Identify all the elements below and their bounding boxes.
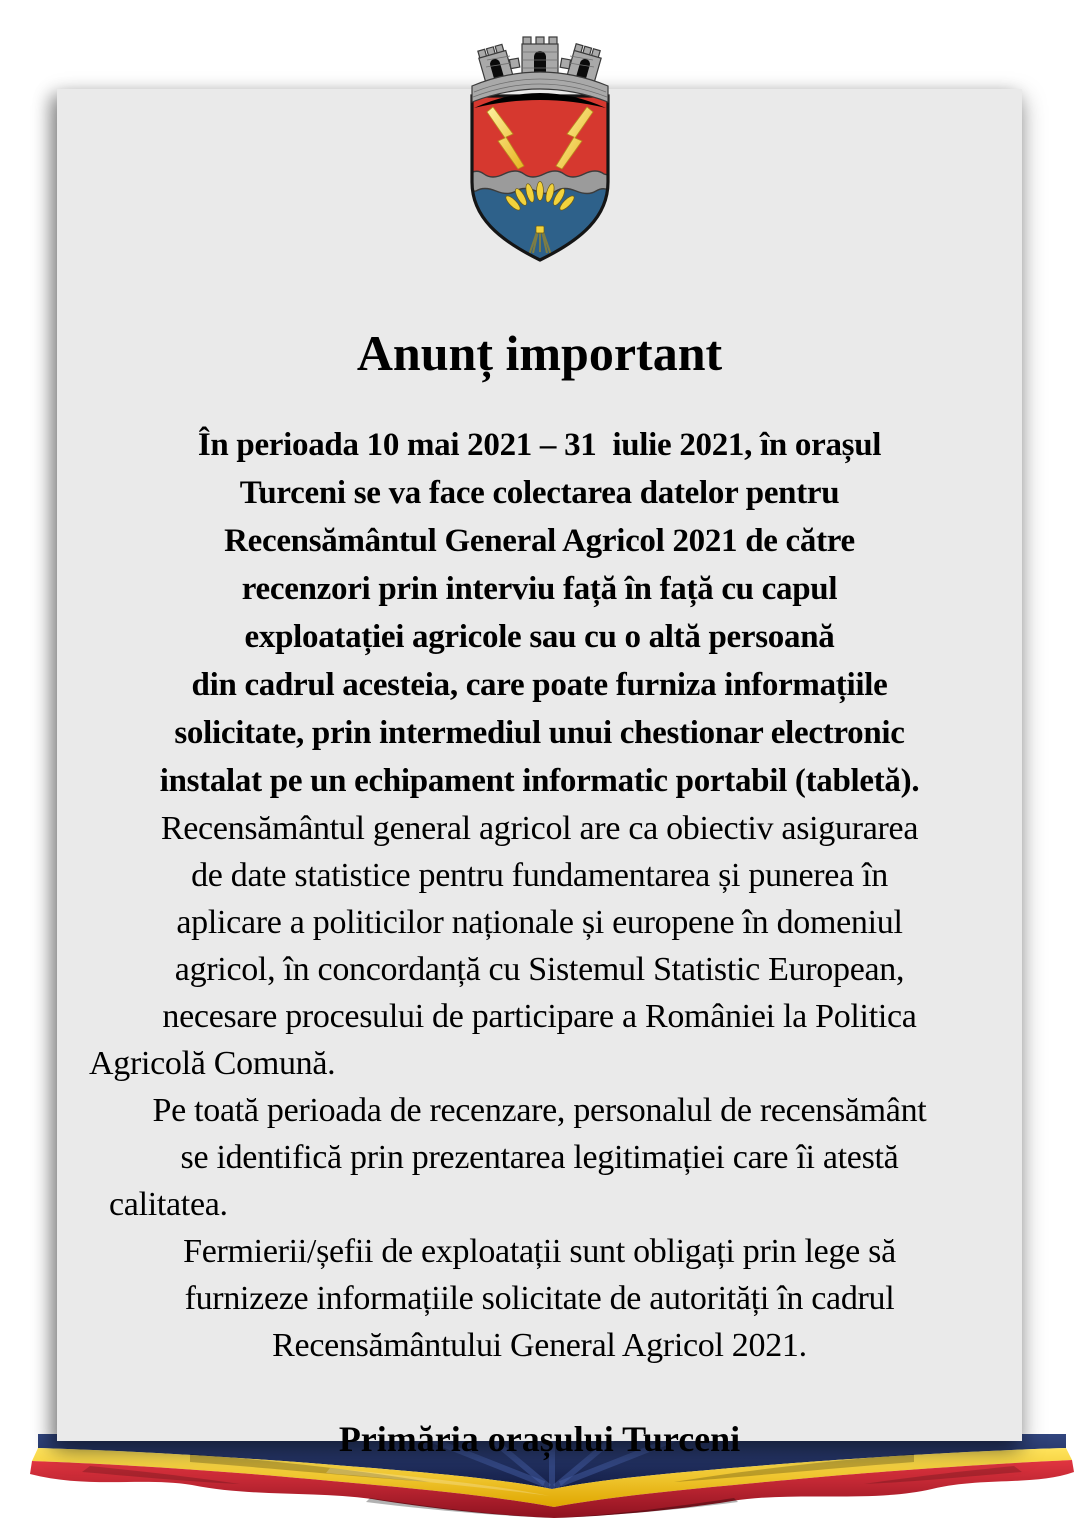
text-line: aplicare a politicilor naționale și europene în domeniul: [176, 903, 903, 941]
text-line: recenzori prin interviu față în față cu capul: [241, 570, 838, 607]
paragraph: [75, 1087, 1004, 1228]
text-line: de date statistice pentru fundamentarea și punerea în: [191, 856, 888, 894]
text-line: Pe toată perioada de recenzare, personalul de recensământ: [152, 1091, 927, 1129]
paragraph: [75, 421, 1004, 805]
announcement-title: Anunț important: [356, 324, 723, 381]
text-line: În perioada 10 mai 2021 – 31 iulie 2021, în orașul: [197, 426, 882, 463]
text-line: calitatea.: [109, 1185, 228, 1223]
turceni-coat-of-arms: [460, 34, 620, 264]
text-line: furnizeze informațiile solicitate de autorități în cadrul: [184, 1279, 895, 1317]
text-line: Fermierii/șefii de exploatații sunt obligați prin lege să: [183, 1232, 896, 1270]
text-line: solicitate, prin intermediul unui chestionar electronic: [174, 714, 905, 751]
shield-icon: [468, 96, 612, 264]
text-line: Recensământului General Agricol 2021.: [272, 1326, 807, 1364]
text-line: Recensământul General Agricol 2021 de către: [224, 522, 855, 559]
announcement-body: [57, 421, 1022, 1369]
text-line: din cadrul acesteia, care poate furniza informațiile: [191, 666, 888, 703]
announcement-panel: [57, 89, 1022, 1459]
text-line: exploatației agricole sau cu o altă persoană: [244, 618, 835, 655]
paragraph: [75, 805, 1004, 1087]
paragraph: [75, 1228, 1004, 1369]
text-line: se identifică prin prezentarea legitimației care îi atestă: [180, 1138, 899, 1176]
text-line: necesare procesului de participare a României la Politica: [162, 997, 917, 1035]
text-line: Turceni se va face colectarea datelor pentru: [239, 474, 840, 511]
text-line: Agricolă Comună.: [89, 1044, 336, 1082]
signature-primaria: Primăria orașului Turceni: [338, 1418, 741, 1459]
mural-crown-icon: [472, 37, 608, 102]
text-line: instalat pe un echipament informatic portabil (tabletă).: [159, 762, 920, 799]
text-line: agricol, în concordanță cu Sistemul Statistic European,: [174, 950, 905, 988]
text-line: Recensământul general agricol are ca obiectiv asigurarea: [160, 809, 919, 847]
